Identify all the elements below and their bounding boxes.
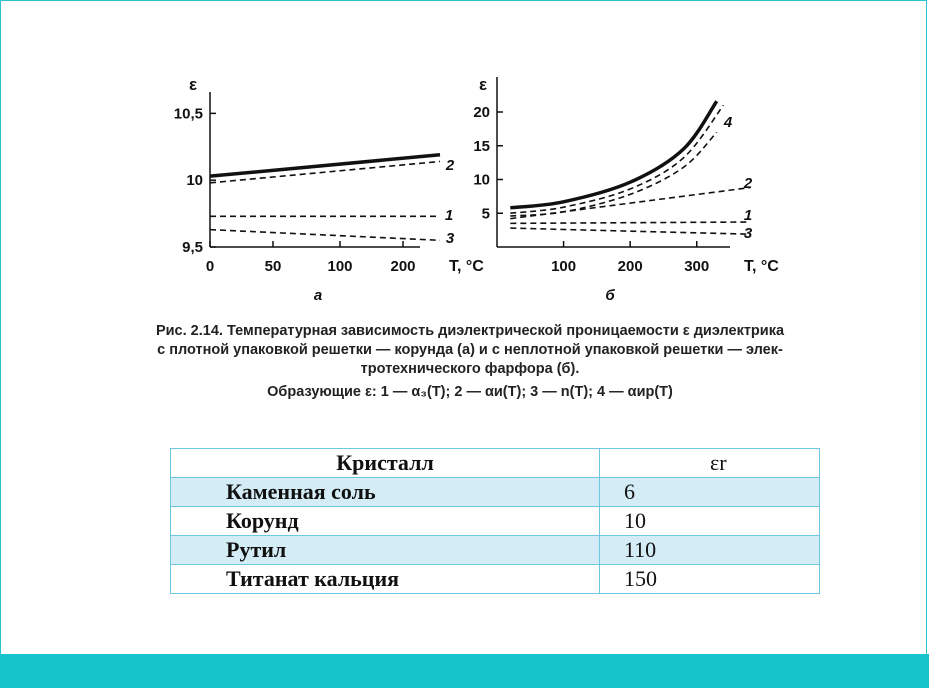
crystal-name: Корунд <box>171 507 600 536</box>
series-label: 2 <box>743 175 753 192</box>
caption-text-2: с плотной упаковкой решетки — корунда (а) и с неплотной упаковкой решетки — элек- <box>157 342 783 358</box>
crystal-eps: 110 <box>600 536 820 565</box>
table-row <box>171 565 820 594</box>
bottom-accent-bar <box>0 654 929 688</box>
y-tick-label: 5 <box>481 205 490 223</box>
crystal-eps: 6 <box>600 478 820 507</box>
series-label: 1 <box>444 207 454 224</box>
caption-text-3: тротехнического фарфора (б). <box>360 361 580 377</box>
series-line-dashed <box>510 222 750 223</box>
x-tick-label: 50 <box>264 258 282 275</box>
table-header-row <box>171 449 820 478</box>
crystal-name: Каменная соль <box>171 478 600 507</box>
crystal-eps: 150 <box>600 565 820 594</box>
crystal-table <box>170 448 820 594</box>
y-tick-label: 10,5 <box>173 105 203 123</box>
crystal-name: Рутил <box>171 536 600 565</box>
y-tick-label: 20 <box>473 104 490 121</box>
formers-legend: Образующие ε: 1 — α₃(T); 2 — αи(T); 3 — n(T); 4 — αир(T) <box>267 384 673 400</box>
x-tick-label: 100 <box>327 258 353 275</box>
series-label: 2 <box>445 157 455 174</box>
series-line-dashed <box>210 230 440 241</box>
x-tick-label: 300 <box>684 258 710 275</box>
x-tick-label: 200 <box>617 258 643 275</box>
x-tick-label: 0 <box>205 258 215 275</box>
x-axis-label: T, °C <box>449 258 484 275</box>
figure-caption <box>100 322 840 379</box>
y-axis-label: ε <box>188 75 198 94</box>
table-row <box>171 536 820 565</box>
crystal-name: Титанат кальция <box>171 565 600 594</box>
x-axis-label: T, °C <box>744 258 779 275</box>
panel-label: а <box>313 287 323 304</box>
crystal-eps: 10 <box>600 507 820 536</box>
caption-label: Рис. 2.14. <box>155 323 223 339</box>
chart-panel-b <box>473 75 779 304</box>
x-tick-label: 200 <box>390 258 416 275</box>
header-eps: εr <box>600 449 820 478</box>
table-row <box>171 478 820 507</box>
series-line-dashed <box>510 228 750 234</box>
header-crystal: Кристалл <box>171 449 600 478</box>
series-label: 1 <box>743 207 753 224</box>
figure-2-14 <box>0 0 929 320</box>
y-tick-label: 9,5 <box>182 239 203 256</box>
series-line-dashed <box>510 105 723 213</box>
series-label: 4 <box>723 114 733 131</box>
y-tick-label: 15 <box>473 137 490 155</box>
chart-panel-a <box>174 75 484 304</box>
series-line-solid <box>510 101 716 208</box>
y-axis-label: ε <box>478 75 488 94</box>
table-row <box>171 507 820 536</box>
series-label: 3 <box>445 230 455 247</box>
y-tick-label: 10 <box>186 172 203 190</box>
series-label: 3 <box>743 225 753 242</box>
panel-label: б <box>605 287 615 304</box>
x-tick-label: 100 <box>551 258 577 275</box>
caption-text-1: Температурная зависимость диэлектрической проницаемости ε диэлектрика <box>226 323 785 339</box>
y-tick-label: 10 <box>473 171 490 189</box>
